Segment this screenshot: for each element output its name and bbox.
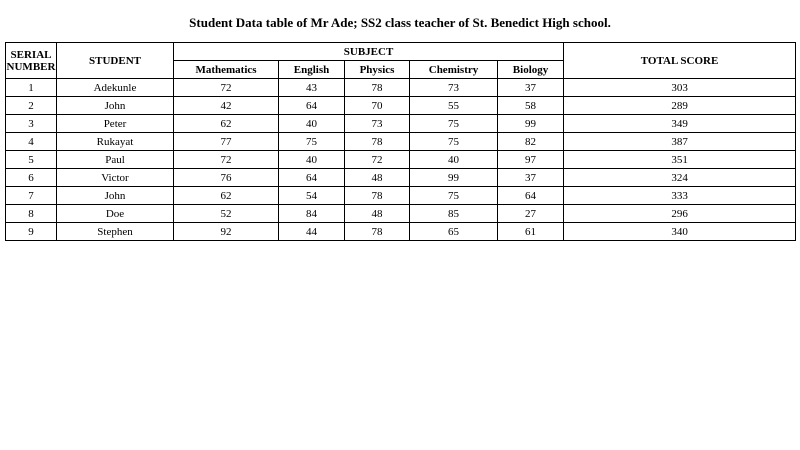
score-cell: 75 xyxy=(410,133,498,151)
serial-number-header xyxy=(6,43,57,79)
serial-cell: 8 xyxy=(6,205,57,223)
score-cell: 73 xyxy=(345,115,410,133)
serial-cell: 1 xyxy=(6,79,57,97)
subject-header-biology: Biology xyxy=(498,61,564,79)
total-score-cell: 351 xyxy=(564,151,796,169)
table-row xyxy=(6,115,796,133)
table-row xyxy=(6,187,796,205)
table-row xyxy=(6,97,796,115)
score-cell: 52 xyxy=(174,205,279,223)
score-cell: 78 xyxy=(345,133,410,151)
score-cell: 76 xyxy=(174,169,279,187)
total-score-cell: 340 xyxy=(564,223,796,241)
score-cell: 82 xyxy=(498,133,564,151)
score-cell: 48 xyxy=(345,169,410,187)
serial-cell: 4 xyxy=(6,133,57,151)
score-cell: 72 xyxy=(345,151,410,169)
subject-header-mathematics: Mathematics xyxy=(174,61,279,79)
score-cell: 97 xyxy=(498,151,564,169)
score-cell: 70 xyxy=(345,97,410,115)
score-cell: 44 xyxy=(279,223,345,241)
student-name-cell: Adekunle xyxy=(57,79,174,97)
score-cell: 78 xyxy=(345,187,410,205)
score-cell: 65 xyxy=(410,223,498,241)
page-title: Student Data table of Mr Ade; SS2 class teacher of St. Benedict High school. xyxy=(189,15,611,30)
score-cell: 40 xyxy=(410,151,498,169)
score-cell: 78 xyxy=(345,223,410,241)
score-cell: 37 xyxy=(498,79,564,97)
header-row xyxy=(6,43,796,61)
serial-cell: 2 xyxy=(6,97,57,115)
student-header: STUDENT xyxy=(57,43,174,79)
score-cell: 92 xyxy=(174,223,279,241)
score-cell: 78 xyxy=(345,79,410,97)
serial-header-line2: NUMBER xyxy=(6,60,56,73)
score-cell: 64 xyxy=(498,187,564,205)
score-cell: 99 xyxy=(498,115,564,133)
subject-header-english: English xyxy=(279,61,345,79)
student-name-cell: Stephen xyxy=(57,223,174,241)
table-row xyxy=(6,223,796,241)
table-row xyxy=(6,205,796,223)
score-cell: 72 xyxy=(174,151,279,169)
score-cell: 48 xyxy=(345,205,410,223)
score-cell: 73 xyxy=(410,79,498,97)
total-score-header: TOTAL SCORE xyxy=(564,43,796,79)
score-cell: 64 xyxy=(279,97,345,115)
total-score-cell: 296 xyxy=(564,205,796,223)
total-score-cell: 333 xyxy=(564,187,796,205)
total-score-cell: 289 xyxy=(564,97,796,115)
score-cell: 54 xyxy=(279,187,345,205)
score-cell: 43 xyxy=(279,79,345,97)
student-name-cell: Rukayat xyxy=(57,133,174,151)
student-name-cell: Victor xyxy=(57,169,174,187)
serial-cell: 6 xyxy=(6,169,57,187)
table-row xyxy=(6,133,796,151)
student-name-cell: John xyxy=(57,187,174,205)
score-cell: 64 xyxy=(279,169,345,187)
student-name-cell: Paul xyxy=(57,151,174,169)
total-score-cell: 324 xyxy=(564,169,796,187)
table-row xyxy=(6,79,796,97)
score-cell: 62 xyxy=(174,115,279,133)
score-cell: 84 xyxy=(279,205,345,223)
score-cell: 75 xyxy=(410,115,498,133)
serial-cell: 7 xyxy=(6,187,57,205)
score-cell: 40 xyxy=(279,115,345,133)
total-score-cell: 349 xyxy=(564,115,796,133)
student-name-cell: Doe xyxy=(57,205,174,223)
student-name-cell: John xyxy=(57,97,174,115)
table-row xyxy=(6,169,796,187)
score-cell: 99 xyxy=(410,169,498,187)
score-cell: 75 xyxy=(279,133,345,151)
serial-cell: 5 xyxy=(6,151,57,169)
score-cell: 75 xyxy=(410,187,498,205)
score-cell: 37 xyxy=(498,169,564,187)
subject-header-physics: Physics xyxy=(345,61,410,79)
total-score-cell: 303 xyxy=(564,79,796,97)
serial-cell: 3 xyxy=(6,115,57,133)
student-data-table xyxy=(5,42,796,241)
table-row xyxy=(6,151,796,169)
student-name-cell: Peter xyxy=(57,115,174,133)
score-cell: 72 xyxy=(174,79,279,97)
score-cell: 58 xyxy=(498,97,564,115)
score-cell: 85 xyxy=(410,205,498,223)
score-cell: 55 xyxy=(410,97,498,115)
score-cell: 40 xyxy=(279,151,345,169)
score-cell: 77 xyxy=(174,133,279,151)
score-cell: 42 xyxy=(174,97,279,115)
serial-cell: 9 xyxy=(6,223,57,241)
score-cell: 61 xyxy=(498,223,564,241)
score-cell: 62 xyxy=(174,187,279,205)
score-cell: 27 xyxy=(498,205,564,223)
table-body xyxy=(6,79,796,241)
total-score-cell: 387 xyxy=(564,133,796,151)
subject-header-chemistry: Chemistry xyxy=(410,61,498,79)
subject-header: SUBJECT xyxy=(174,43,564,61)
serial-header-line1: SERIAL xyxy=(10,48,52,61)
